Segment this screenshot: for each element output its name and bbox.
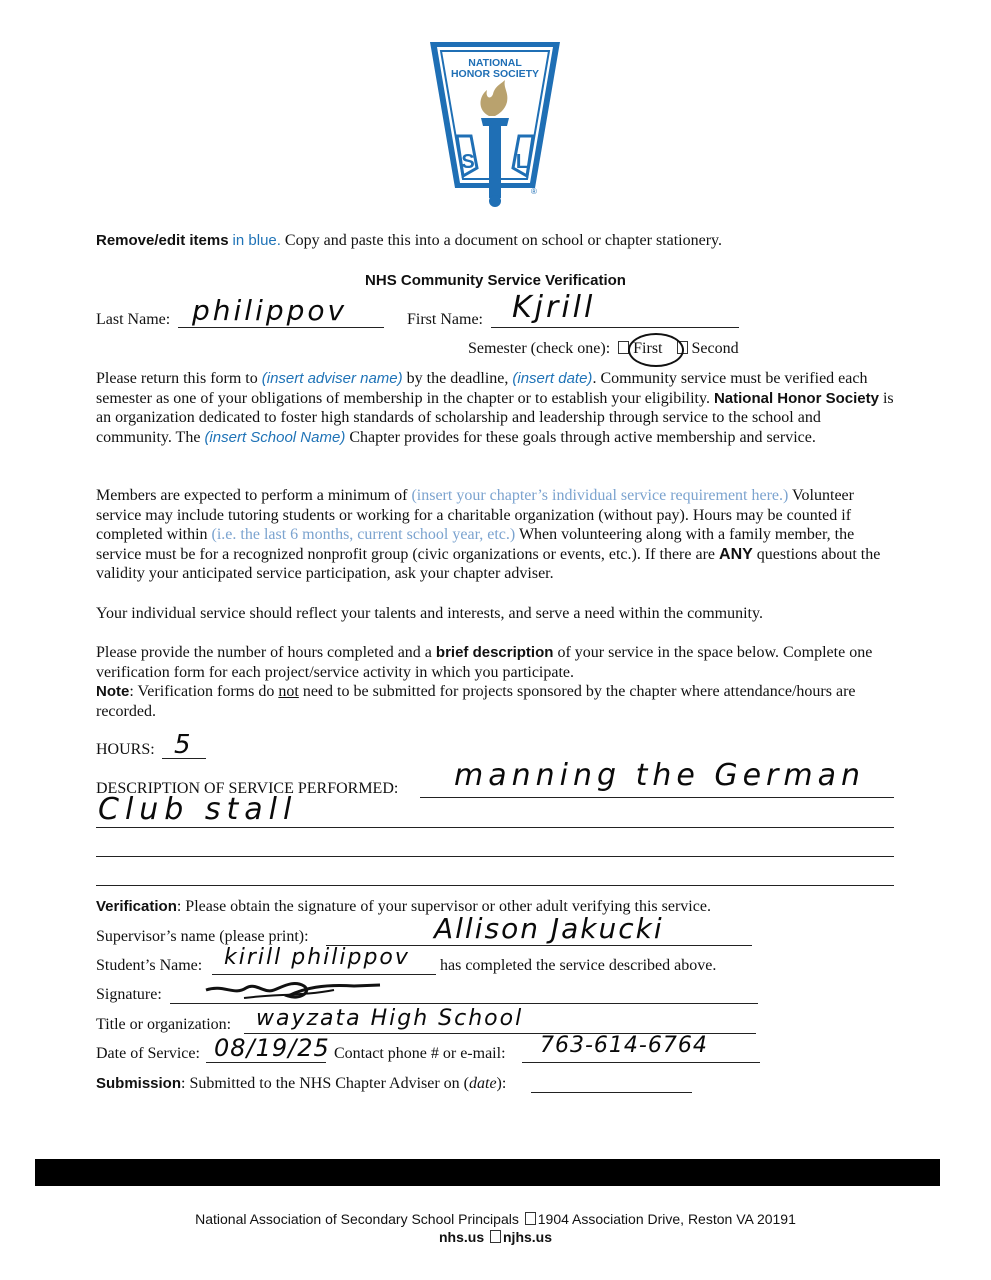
- description-line-1: [420, 797, 894, 798]
- semester-label: Semester (check one):: [468, 340, 611, 357]
- p1-text-c: . Community service must be verified each semester as one of your obligations of membership in the chapter or to establish your eligibility.: [96, 370, 868, 407]
- verification-text: : Please obtain the signature of your supervisor or other adult verifying this service.: [176, 898, 711, 915]
- nhs-keystone-emblem: [427, 40, 563, 210]
- intro-bold: Remove/edit items: [96, 232, 229, 249]
- p4-text-c: : Verification forms do: [129, 683, 279, 700]
- hours-label: HOURS:: [96, 741, 155, 758]
- paragraph-requirements: [96, 486, 896, 584]
- date-of-service-field[interactable]: 08/19/25: [214, 1034, 330, 1062]
- contact-label: Contact phone # or e-mail:: [334, 1045, 506, 1062]
- submission-text: : Submitted to the NHS Chapter Adviser on (: [181, 1075, 469, 1092]
- first-name-label: First Name:: [407, 311, 483, 328]
- contact-field[interactable]: 763-614-6764: [540, 1033, 708, 1058]
- p4-text-b: of your service in the space below. Complete one verification form for each project/service activity in which you participate.: [96, 644, 873, 681]
- supervisor-field[interactable]: Allison Jakucki: [434, 912, 664, 945]
- p2-text-c: When volunteering along with a family member, the service must be for a recognized nonprofit group (civic organizations or events, etc.). If there are: [96, 526, 855, 563]
- student-name-line: [212, 974, 436, 975]
- title-org-label: Title or organization:: [96, 1016, 232, 1033]
- p2-text-a: Members are expected to perform a minimum of: [96, 487, 412, 504]
- p1-text-d: is an organization dedicated to foster high standards of scholarship and leadership through service to the school and community. The: [96, 389, 894, 446]
- signature-label: Signature:: [96, 986, 162, 1003]
- last-name-field[interactable]: philippov: [192, 294, 348, 327]
- title-org-field[interactable]: wayzata High School: [256, 1006, 524, 1031]
- p2-any-bold: ANY: [719, 545, 753, 563]
- p4-note-bold: Note: [96, 683, 130, 700]
- submission-date-italic: date: [469, 1075, 497, 1092]
- submission-line: [96, 1075, 506, 1093]
- supervisor-label: Supervisor’s name (please print):: [96, 928, 309, 945]
- verification-bold: Verification: [96, 898, 177, 915]
- paragraph-instructions: [96, 643, 896, 721]
- footer-sites: [0, 1229, 991, 1245]
- contact-line: [522, 1062, 760, 1063]
- p2-text-d: questions about the validity your anticipated service participation, ask your chapter adviser.: [96, 545, 881, 582]
- p1-text-a: Please return this form to: [96, 370, 262, 387]
- submission-bold: Submission: [96, 1075, 182, 1092]
- svg-text:HONOR SOCIETY: HONOR SOCIETY: [450, 68, 540, 80]
- description-line-2: [96, 827, 894, 828]
- last-name-line: [178, 327, 384, 328]
- footer-org-name: National Association of Secondary School Principals: [195, 1211, 519, 1227]
- footer-band: [35, 1159, 940, 1186]
- p2-requirement-placeholder: (insert your chapter’s individual service requirement here.): [411, 487, 789, 504]
- p1-nhs-bold: National Honor Society: [713, 389, 879, 407]
- footer-site-nhs[interactable]: nhs.us: [438, 1229, 485, 1245]
- p4-text-a: Please provide the number of hours completed and a: [96, 644, 436, 661]
- hours-field[interactable]: 5: [174, 730, 194, 760]
- description-field-line-1[interactable]: manning the German: [454, 758, 865, 793]
- description-label: DESCRIPTION OF SERVICE PERFORMED:: [96, 780, 399, 797]
- svg-text:L: L: [515, 151, 529, 173]
- footer-separator-icon: [525, 1212, 536, 1225]
- handwritten-signature: [204, 976, 384, 1004]
- student-name-label: Student’s Name:: [96, 957, 203, 974]
- p2-text-b: Volunteer service may include tutoring students or working for a charitable organization (without pay). Hours may be counted if completed within: [96, 487, 854, 543]
- footer-separator-icon-2: [490, 1230, 501, 1243]
- p2-window-placeholder: (i.e. the last 6 months, current school year, etc.): [211, 526, 516, 543]
- p1-adviser-placeholder: (insert adviser name): [261, 370, 403, 387]
- intro-rest: Copy and paste this into a document on school or chapter stationery.: [280, 232, 723, 249]
- description-line-4: [96, 885, 894, 886]
- first-name-line: [491, 327, 739, 328]
- submission-end: ):: [496, 1075, 507, 1092]
- svg-text:S: S: [461, 151, 475, 173]
- first-circle-mark: [628, 333, 684, 367]
- footer-site-njhs[interactable]: njhs.us: [503, 1229, 553, 1245]
- footer-street: 1904 Association Drive, Reston VA 20191: [537, 1211, 796, 1227]
- svg-text:NATIONAL: NATIONAL: [468, 57, 522, 69]
- nhs-logo: [427, 40, 563, 210]
- paragraph-reflect: Your individual service should reflect your talents and interests, and serve a need within the community.: [96, 605, 763, 622]
- semester-row: [468, 340, 739, 358]
- p4-not-underlined: not: [278, 683, 299, 700]
- semester-second-label: Second: [691, 340, 739, 357]
- date-of-service-label: Date of Service:: [96, 1045, 200, 1062]
- description-line-3: [96, 856, 894, 857]
- date-of-service-line: [206, 1062, 326, 1063]
- form-title: NHS Community Service Verification: [365, 272, 626, 289]
- last-name-label: Last Name:: [96, 311, 171, 328]
- signature-mark[interactable]: [204, 976, 384, 1009]
- footer-address: [0, 1211, 991, 1227]
- intro-instruction: [96, 232, 722, 250]
- intro-blue: in blue.: [232, 232, 281, 249]
- p1-date-placeholder: (insert date): [512, 370, 593, 387]
- student-name-suffix: has completed the service described above.: [440, 957, 717, 974]
- p1-school-placeholder: (insert School Name): [204, 428, 346, 446]
- first-name-field[interactable]: Kjrill: [512, 290, 596, 325]
- semester-first-label: First: [633, 340, 663, 357]
- description-field-line-2[interactable]: Club stall: [98, 792, 298, 827]
- p1-text-e: Chapter provides for these goals through active membership and service.: [345, 428, 816, 446]
- p4-brief-bold: brief description: [435, 644, 554, 661]
- p1-text-b: by the deadline,: [402, 370, 513, 387]
- p4-text-d: need to be submitted for projects sponsored by the chapter where attendance/hours are recorded.: [96, 683, 856, 720]
- paragraph-return-info: [96, 369, 896, 447]
- svg-text:®: ®: [531, 187, 537, 196]
- submission-date-line: [531, 1092, 692, 1093]
- student-name-field[interactable]: kirill philippov: [224, 945, 410, 970]
